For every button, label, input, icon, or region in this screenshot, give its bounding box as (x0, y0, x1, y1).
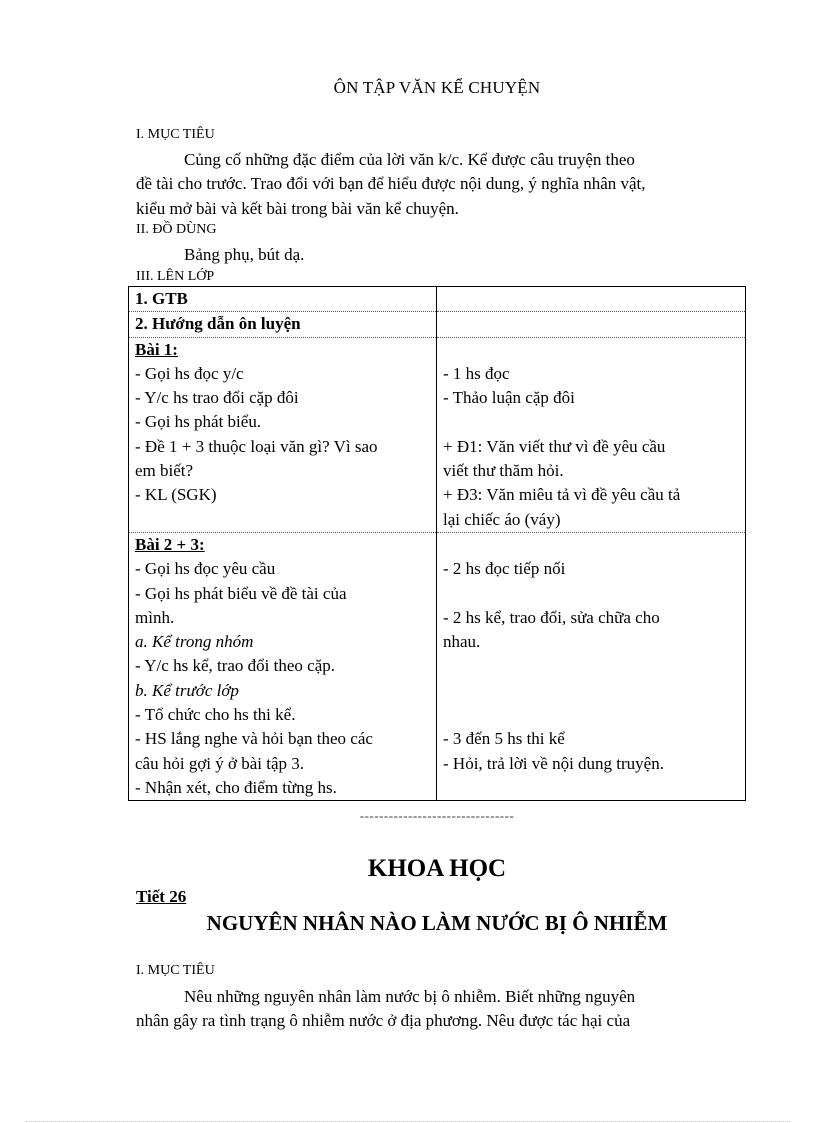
bai23-right-line (443, 703, 739, 727)
table-row (129, 312, 746, 337)
row-guide-label: 2. Hướng dẫn ôn luyện (135, 314, 301, 334)
lesson-plan-table (128, 286, 746, 801)
bai1-right-line: - Thảo luận cặp đôi (443, 388, 575, 408)
bai23-right-line (443, 679, 739, 703)
objectives-line-3: kiểu mở bài và kết bài trong bài văn kể chuyện. (136, 198, 459, 218)
bai1-left-line: - Gọi hs đọc y/c (135, 363, 244, 383)
objectives2-line-2: nhân gây ra tình trạng ô nhiễm nước ở địa phương. Nêu được tác hại của (136, 1011, 631, 1031)
bai23-subheading-a: a. Kể trong nhóm (135, 632, 254, 652)
bai23-right-line: nhau. (443, 632, 481, 652)
objectives-paragraph (136, 148, 746, 221)
bai23-left-line: - Tổ chức cho hs thi kể. (135, 705, 296, 725)
row-gtb-label: 1. GTB (135, 289, 188, 308)
materials-text: Bảng phụ, bút dạ. (184, 245, 305, 264)
bai1-right-line: + Đ3: Văn miêu tả vì đề yêu cầu tả (443, 485, 681, 505)
section-objectives-heading: I. MỤC TIÊU (136, 127, 215, 142)
bai1-left-line: em biết? (135, 461, 194, 481)
objectives-line-2: đề tài cho trước. Trao đổi với bạn để hiểu được nội dung, ý nghĩa nhân vật, (136, 174, 646, 194)
bai23-left-line: - Gọi hs đọc yêu cầu (135, 559, 276, 579)
bai23-right-line (443, 654, 739, 678)
objectives2-line-1: Nêu những nguyên nhân làm nước bị ô nhiễm. Biết những nguyên (184, 987, 636, 1006)
bai23-right-line (443, 533, 739, 557)
bai1-right-line: viết thư thăm hỏi. (443, 461, 564, 481)
section-objectives-heading-2: I. MỤC TIÊU (136, 963, 215, 978)
bai1-left-line: - Y/c hs trao đổi cặp đôi (135, 388, 299, 408)
bai23-right-line (443, 582, 739, 606)
bai23-student-cell (437, 532, 746, 800)
bai23-right-line: - 2 hs đọc tiếp nối (443, 559, 566, 579)
bai1-left-line: - Gọi hs phát biểu. (135, 412, 262, 432)
bai1-right-line: lại chiếc áo (váy) (443, 509, 561, 529)
bai1-title: Bài 1: (135, 339, 178, 359)
bai1-right-line: - 1 hs đọc (443, 363, 510, 383)
bai23-left-line: - Y/c hs kể, trao đổi theo cặp. (135, 656, 335, 676)
bai1-student-cell (437, 337, 746, 532)
bai23-teacher-cell (129, 532, 437, 800)
bai23-title: Bài 2 + 3: (135, 534, 205, 554)
bai1-teacher-cell (129, 337, 437, 532)
bai23-left-line: câu hỏi gợi ý ở bài tập 3. (135, 753, 305, 773)
objectives-paragraph-2 (136, 985, 746, 1034)
bai1-right-line: + Đ1: Văn viết thư vì đề yêu cầu (443, 436, 666, 456)
bai23-right-line: - 2 hs kể, trao đổi, sửa chữa cho (443, 607, 660, 627)
document-title: ÔN TẬP VĂN KỂ CHUYỆN (333, 78, 541, 97)
table-row (129, 287, 746, 312)
table-row-bai1 (129, 337, 746, 532)
bai23-right-line: - 3 đến 5 hs thi kể (443, 729, 565, 749)
section-procedure-heading: III. LÊN LỚP (136, 269, 215, 284)
bai23-left-line: mình. (135, 607, 175, 627)
bai23-left-line: - Gọi hs phát biểu về đề tài của (135, 583, 347, 603)
section-separator: -------------------------------- (359, 808, 515, 823)
bai1-left-line: - KL (SGK) (135, 485, 217, 505)
subject-heading: KHOA HỌC (367, 855, 507, 882)
bai23-left-line: - Nhận xét, cho điểm từng hs. (135, 777, 337, 797)
objectives-line-1: Củng cố những đặc điểm của lời văn k/c. Kể được câu truyện theo (184, 150, 635, 169)
bai1-right-line (443, 410, 739, 434)
table-row-bai23 (129, 532, 746, 800)
section-materials-heading: II. ĐỒ DÙNG (136, 222, 217, 237)
page-bottom-divider (26, 1121, 790, 1122)
period-label: Tiết 26 (136, 887, 187, 906)
bai23-right-line: - Hỏi, trả lời về nội dung truyện. (443, 753, 664, 773)
bai1-left-line: - Đề 1 + 3 thuộc loại văn gì? Vì sao (135, 436, 378, 456)
bai23-left-line: - HS lắng nghe và hỏi bạn theo các (135, 729, 373, 749)
bai1-right-line (443, 338, 739, 362)
lesson-title: NGUYÊN NHÂN NÀO LÀM NƯỚC BỊ Ô NHIỄM (206, 911, 668, 935)
bai23-subheading-b: b. Kể trước lớp (135, 680, 239, 700)
